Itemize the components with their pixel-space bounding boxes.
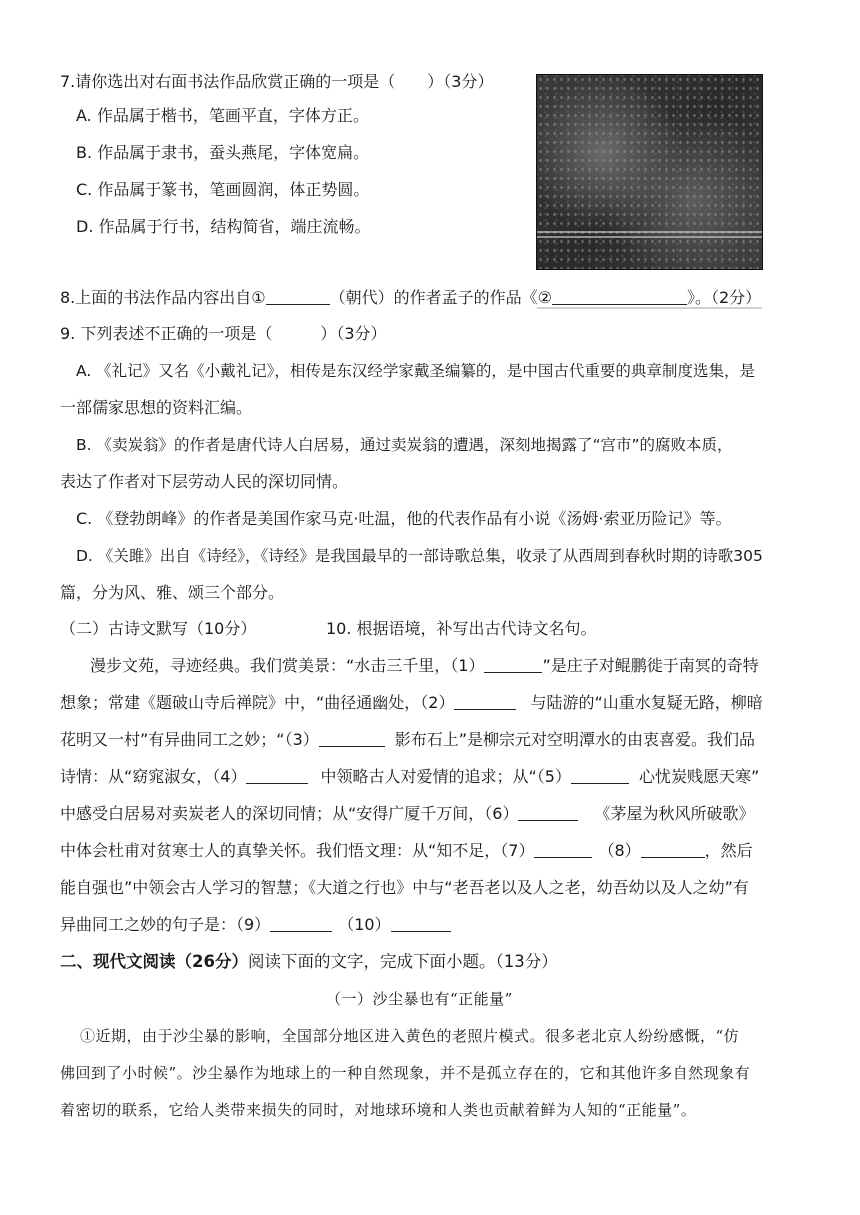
q8-text-1: 8.上面的书法作品内容出自① <box>60 288 266 307</box>
passage-text: 漫步文苑，寻迹经典。我们赏美景：“水击三千里，（1） <box>90 656 485 675</box>
q8-blank-1[interactable] <box>266 288 330 305</box>
passage-text: （10） <box>338 915 391 934</box>
section-heading: （二）古诗文默写（10分） <box>60 619 257 638</box>
passage-text: 心忧炭贱愿天寒” <box>638 767 760 786</box>
q9-option-b: B. 《卖炭翁》的作者是唐代诗人白居易，通过卖炭翁的遭遇，深刻地揭露了“宫市”的腐败本质， <box>76 436 733 454</box>
part2-instruction: 阅读下面的文字，完成下面小题。（13分） <box>247 952 558 971</box>
rubbing-texture <box>537 75 762 269</box>
article-para-line-1: ①近期，由于沙尘暴的影响，全国部分地区进入黄色的老照片模式。很多老北京人纷纷感慨，“仿 <box>80 1027 740 1045</box>
q9-option-c: C. 《登勃朗峰》的作者是美国作家马克·吐温，他的代表作品有小说《汤姆·索亚历险记》等。 <box>76 509 732 528</box>
q7-option-c: C. 作品属于篆书，笔画圆润，体正势圆。 <box>76 180 370 199</box>
blank-1[interactable] <box>484 656 542 673</box>
blank-10[interactable] <box>391 915 451 932</box>
passage-line-5 <box>60 802 755 826</box>
passage-text: ”是庄子对鲲鹏徙于南冥的奇特 <box>542 656 759 675</box>
q9-option-d-cont: 篇，分为风、雅、颂三个部分。 <box>60 583 285 602</box>
q9-option-a: A. 《礼记》又名《小戴礼记》，相传是东汉经学家戴圣编纂的，是中国古代重要的典章制度选集，是 <box>76 362 755 380</box>
blank-4[interactable] <box>246 767 308 784</box>
q10-instruction: 10. 根据语境，补写出古代诗文名句。 <box>326 619 597 638</box>
passage-text: 中体会杜甫对贫寒士人的真挚关怀。我们悟文理：从“知不足，（7） <box>60 841 535 860</box>
q9-option-b-cont: 表达了作者对下层劳动人民的深切同情。 <box>60 472 349 491</box>
blank-5[interactable] <box>571 767 629 784</box>
passage-text: （8） <box>598 841 641 860</box>
q7-option-a: A. 作品属于楷书，笔画平直，字体方正。 <box>76 106 369 125</box>
blank-6[interactable] <box>518 804 578 821</box>
part2-heading-line <box>60 950 558 974</box>
q7-stem: 7.请你选出对右面书法作品欣赏正确的一项是（ ）（3分） <box>60 72 494 91</box>
q8-text-2: （朝代）的作者孟子的作品《② <box>329 288 552 307</box>
q7-option-d: D. 作品属于行书，结构简省，端庄流畅。 <box>76 217 371 236</box>
passage-line-1 <box>90 654 759 678</box>
passage-line-7: 能自强也”中领会古人学习的智慧；《大道之行也》中与“老吾老以及人之老，幼吾幼以及人之幼”有 <box>60 878 749 897</box>
passage-text: 与陆游的“山重水复疑无路，柳暗 <box>530 693 763 712</box>
q9-option-d: D. 《关雎》出自《诗经》，《诗经》是我国最早的一部诗歌总集，收录了从西周到春秋时期的诗歌305 <box>76 547 763 565</box>
rubbing-stripe <box>537 231 762 233</box>
blank-3[interactable] <box>319 730 385 747</box>
q9-stem: 9. 下列表述不正确的一项是（ ）（3分） <box>60 324 387 343</box>
blank-9[interactable] <box>270 915 332 932</box>
q8-text-3: 》。（2分） <box>686 288 762 307</box>
q7-option-b: B. 作品属于隶书，蚕头燕尾，字体宽扁。 <box>76 143 370 162</box>
passage-line-8 <box>60 913 451 937</box>
blank-8[interactable] <box>641 841 705 858</box>
calligraphy-rubbing-image <box>536 74 763 270</box>
passage-text: 异曲同工之妙的句子是：（9） <box>60 915 271 934</box>
blank-7[interactable] <box>534 841 592 858</box>
article-title: （一）沙尘暴也有“正能量” <box>326 990 513 1008</box>
passage-text: 中领略古人对爱情的追求；从“（5） <box>320 767 571 786</box>
passage-line-4 <box>60 765 759 789</box>
passage-text: 《茅屋为秋风所破歌》 <box>594 804 755 823</box>
blank-2[interactable] <box>454 693 516 710</box>
article-para-line-3: 着密切的联系，它给人类带来损失的同时，对地球环境和人类也贡献着鲜为人知的“正能量”。 <box>60 1101 697 1119</box>
passage-line-3 <box>60 728 755 752</box>
q8-blank-2[interactable] <box>552 288 687 305</box>
passage-line-6 <box>60 839 753 863</box>
q8-line <box>60 286 761 310</box>
passage-text: ，然后 <box>704 841 753 860</box>
q9-option-a-cont: 一部儒家思想的资料汇编。 <box>60 398 253 417</box>
rubbing-stripe <box>537 236 762 238</box>
passage-text: 中感受白居易对卖炭老人的深切同情；从“安得广厦千万间，（6） <box>60 804 519 823</box>
passage-line-2 <box>60 691 763 715</box>
passage-text: 影布石上”是柳宗元对空明潭水的由衷喜爱。我们品 <box>394 730 756 749</box>
passage-text: 花明又一村”有异曲同工之妙；“（3） <box>60 730 319 749</box>
passage-text: 想象；常建《题破山寺后禅院》中，“曲径通幽处，（2） <box>60 693 455 712</box>
part2-heading: 二、现代文阅读（26分） <box>60 952 248 971</box>
passage-text: 诗情：从“窈窕淑女，（4） <box>60 767 247 786</box>
article-para-line-2: 佛回到了小时候”。沙尘暴作为地球上的一种自然现象，并不是孤立存在的，它和其他许多自然现象有 <box>60 1064 751 1082</box>
